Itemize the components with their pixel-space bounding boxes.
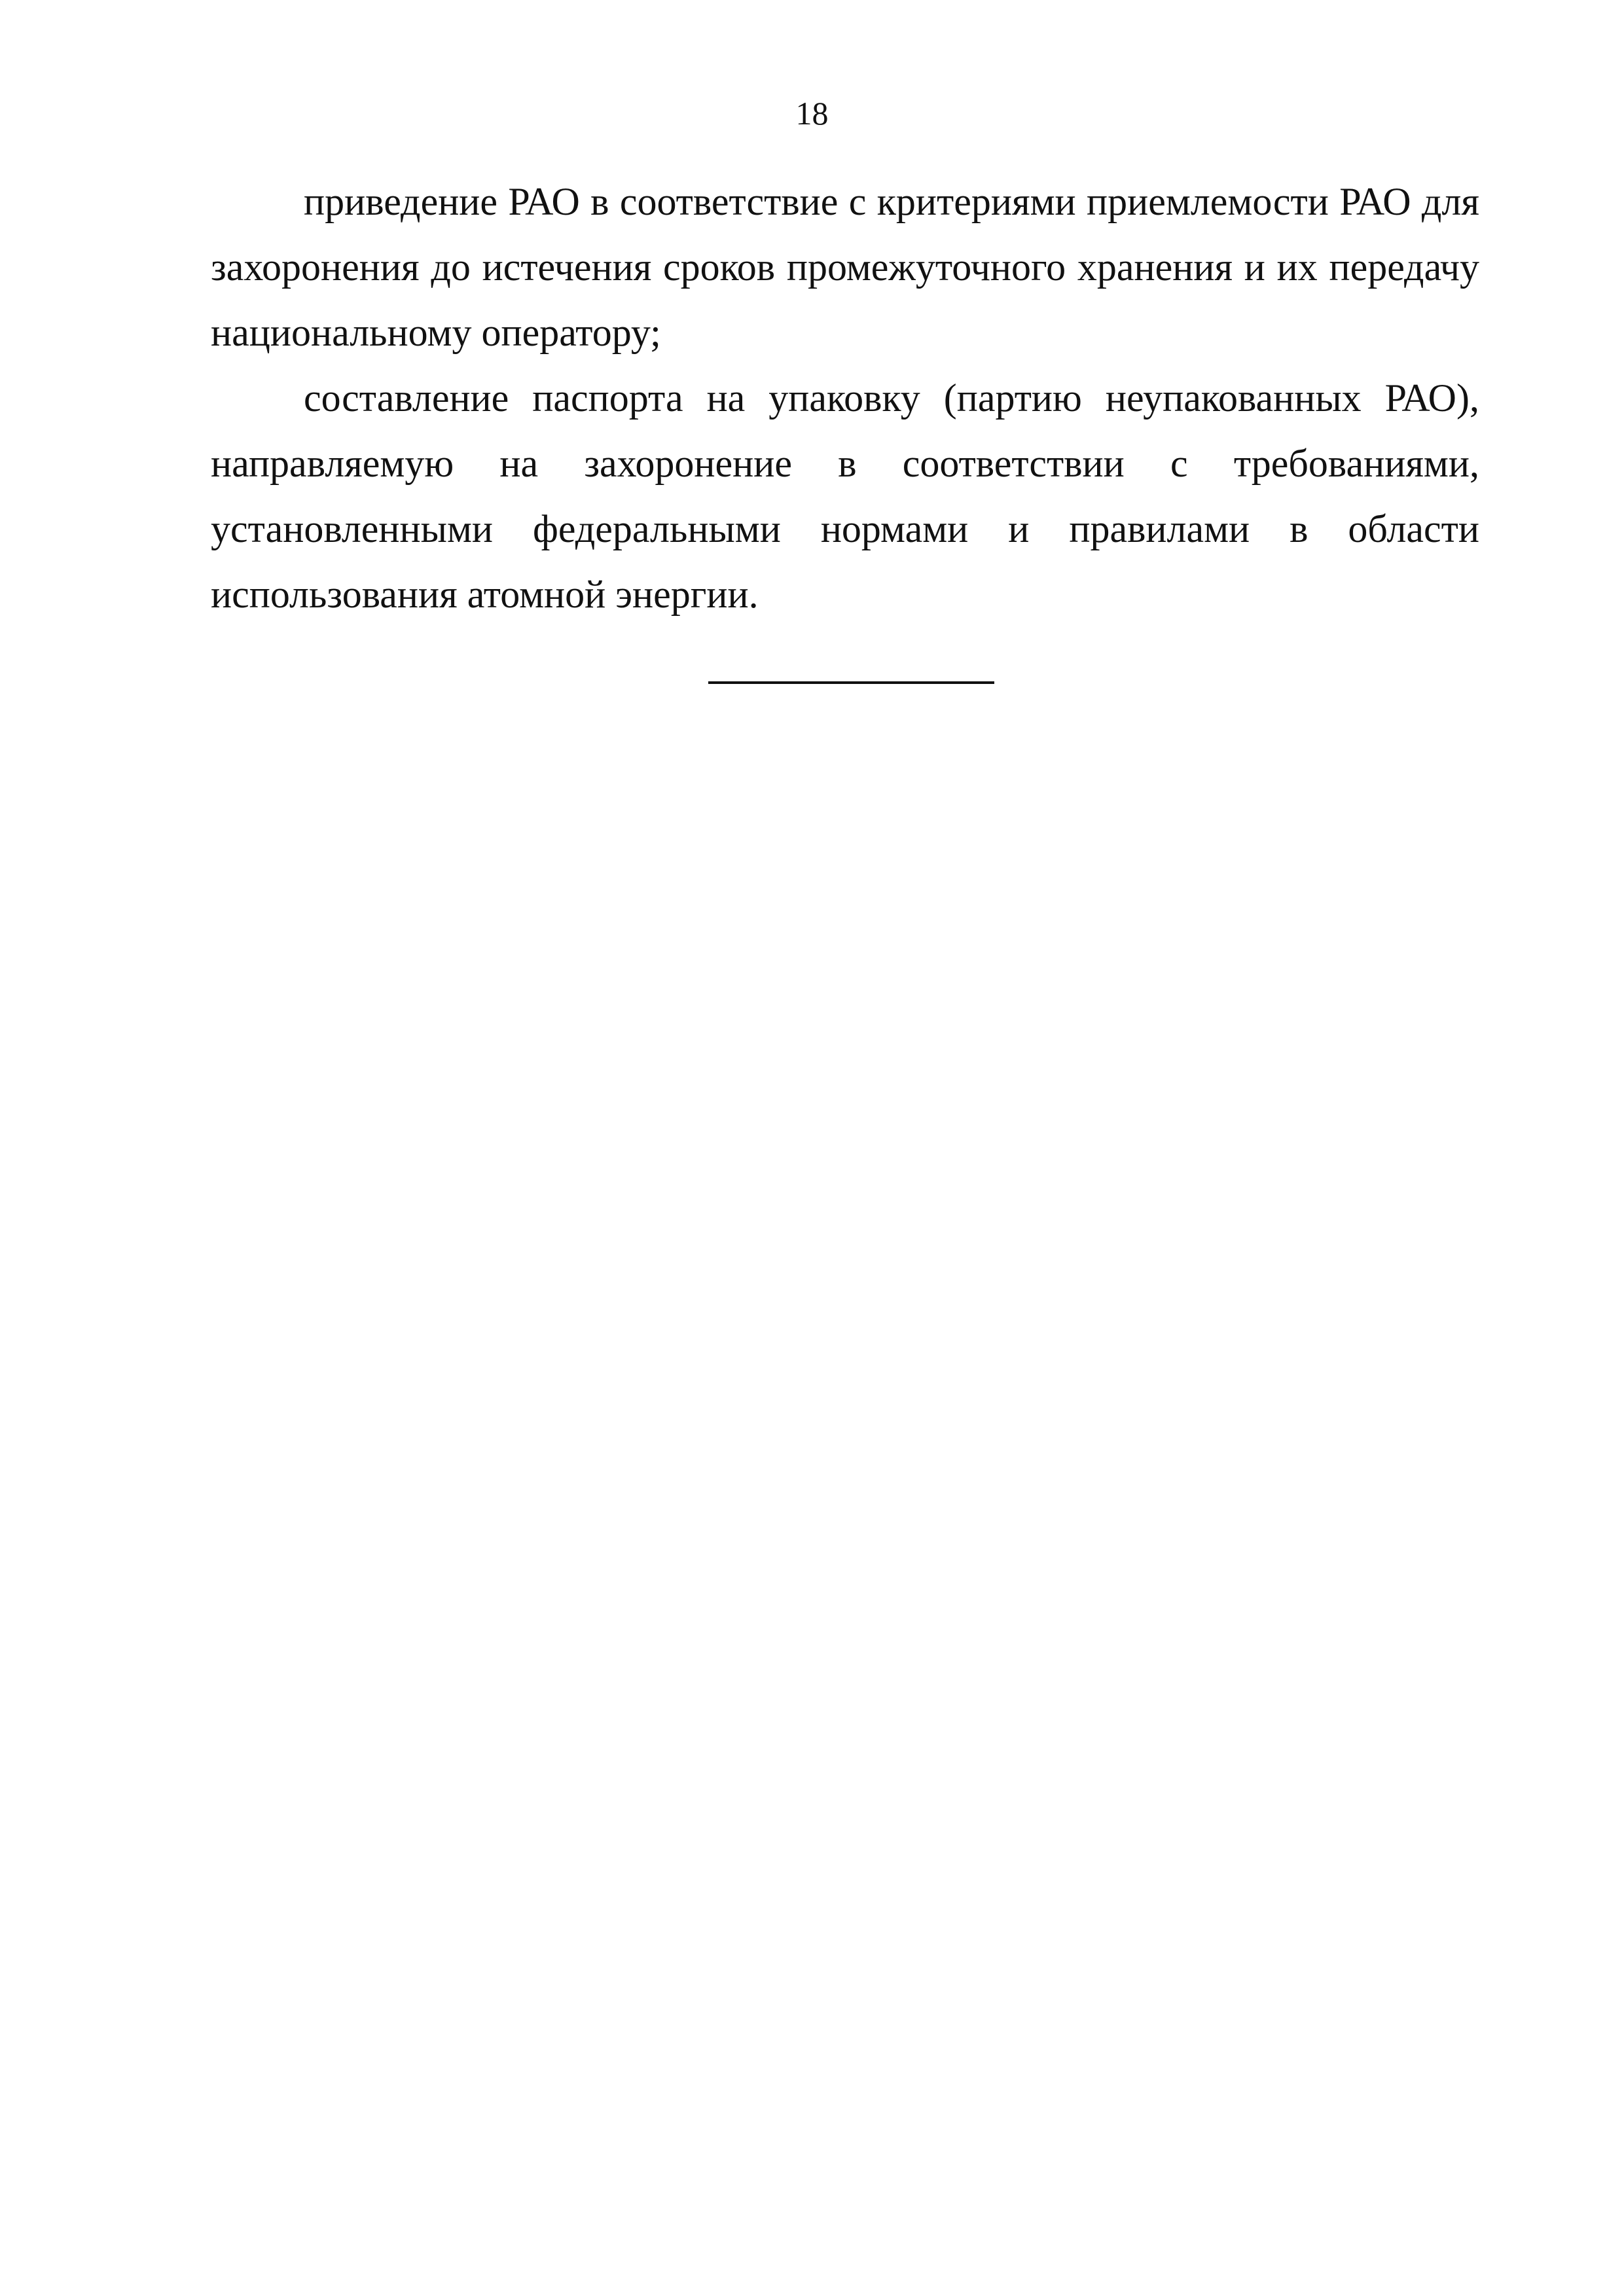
body-text: [211, 169, 1479, 627]
end-separator-line: [708, 681, 994, 684]
page-number: 18: [795, 95, 829, 132]
paragraph-waste-conditioning: приведение РАО в соответствие с критериями приемлемости РАО для захоронения до истечения сроков промежуточного хранения и их передачу национальному оператору;: [211, 180, 1479, 354]
paragraph-package-passport: составление паспорта на упаковку (партию неупакованных РАО), направляемую на захоронение в соответствии с требованиями, установленными федеральными нормами и правилами в области использования атомной энергии.: [211, 376, 1479, 616]
